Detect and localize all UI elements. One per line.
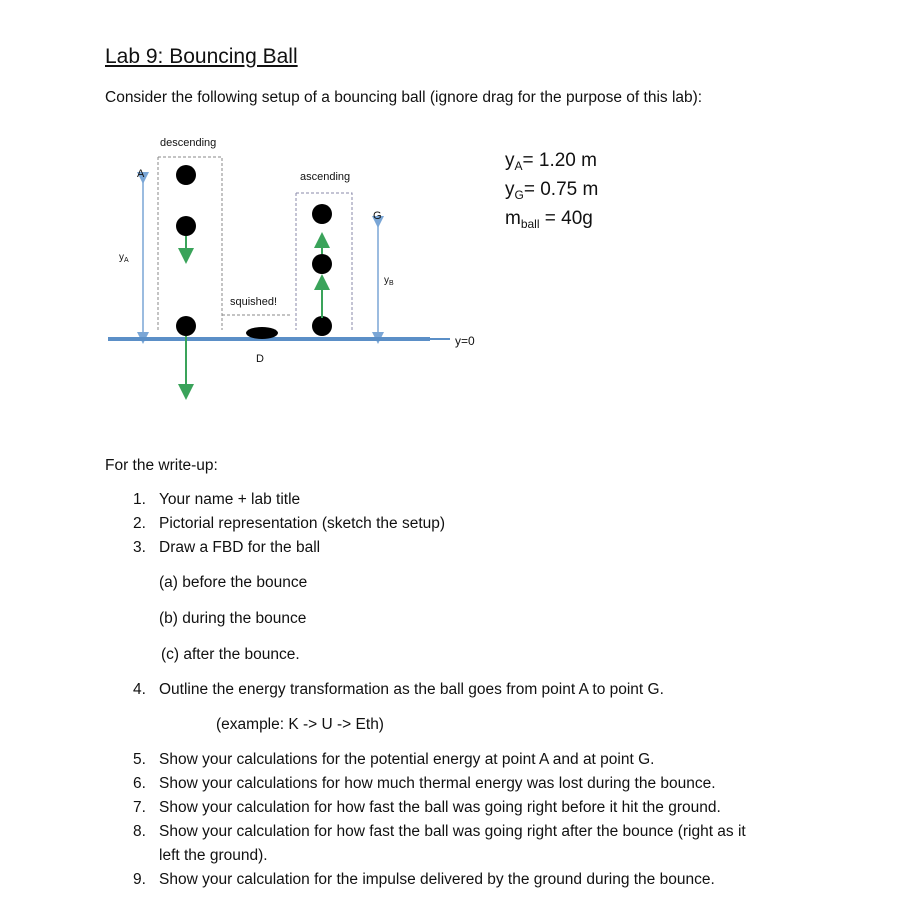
ball-g	[312, 204, 332, 224]
ball-falling	[176, 216, 196, 236]
item-number: 4.	[133, 681, 146, 698]
list-item: Outline the energy transformation as the ball goes from point A to point G.	[159, 681, 664, 698]
list-item: Show your calculation for the impulse delivered by the ground during the bounce.	[159, 871, 715, 888]
list-item: Show your calculation for how fast the ball was going right after the bounce (right as it	[159, 823, 746, 840]
list-item: Show your calculations for how much thermal energy was lost during the bounce.	[159, 775, 716, 792]
list-item: Pictorial representation (sketch the setup)	[159, 515, 446, 532]
label-height-b: $y_B$	[384, 275, 394, 287]
page-title: Lab 9: Bouncing Ball	[105, 45, 298, 68]
label-point-a: A	[137, 168, 145, 180]
label-point-g: G	[373, 210, 382, 222]
list-item: Your name + lab title	[159, 491, 301, 508]
item-number: 2.	[133, 515, 146, 532]
item-number: 8.	[133, 823, 146, 840]
list-item: Show your calculation for how fast the ball was going right before it hit the ground.	[159, 799, 721, 816]
sub-item-c: (c) after the bounce.	[161, 646, 300, 663]
item-number: 9.	[133, 871, 146, 888]
list-item: Draw a FBD for the ball	[159, 539, 321, 556]
bouncing-ball-diagram	[0, 125, 913, 425]
list-item-continuation: left the ground).	[159, 847, 268, 864]
item-number: 5.	[133, 751, 146, 768]
sub-item-b: (b) during the bounce	[159, 610, 307, 627]
label-point-d: D	[256, 353, 264, 365]
item-number: 1.	[133, 491, 146, 508]
item-number: 7.	[133, 799, 146, 816]
example-text: (example: K -> U -> Eth)	[216, 716, 384, 733]
given-mass: $m_{ball} = 40g$	[505, 208, 593, 231]
label-ground: y=0	[455, 334, 475, 348]
label-ascending: ascending	[300, 171, 351, 183]
ball-a	[176, 165, 196, 185]
given-ya: $y_A= 1.20$ m	[505, 150, 597, 173]
item-number: 3.	[133, 539, 146, 556]
label-height-a: $y_A$	[119, 252, 129, 264]
item-number: 6.	[133, 775, 146, 792]
label-squished: squished!	[230, 296, 278, 308]
ball-impact	[176, 316, 196, 336]
ball-squished	[246, 327, 278, 339]
list-item: Show your calculations for the potential energy at point A and at point G.	[159, 751, 655, 768]
sub-item-a: (a) before the bounce	[159, 574, 308, 591]
writeup-title: For the write-up:	[105, 457, 218, 474]
ball-rising	[312, 254, 332, 274]
given-yg: $y_G= 0.75$ m	[505, 179, 599, 202]
label-descending: descending	[160, 137, 217, 149]
intro-text: Consider the following setup of a bouncing ball (ignore drag for the purpose of this lab):	[105, 89, 703, 106]
ball-leaving	[312, 316, 332, 336]
